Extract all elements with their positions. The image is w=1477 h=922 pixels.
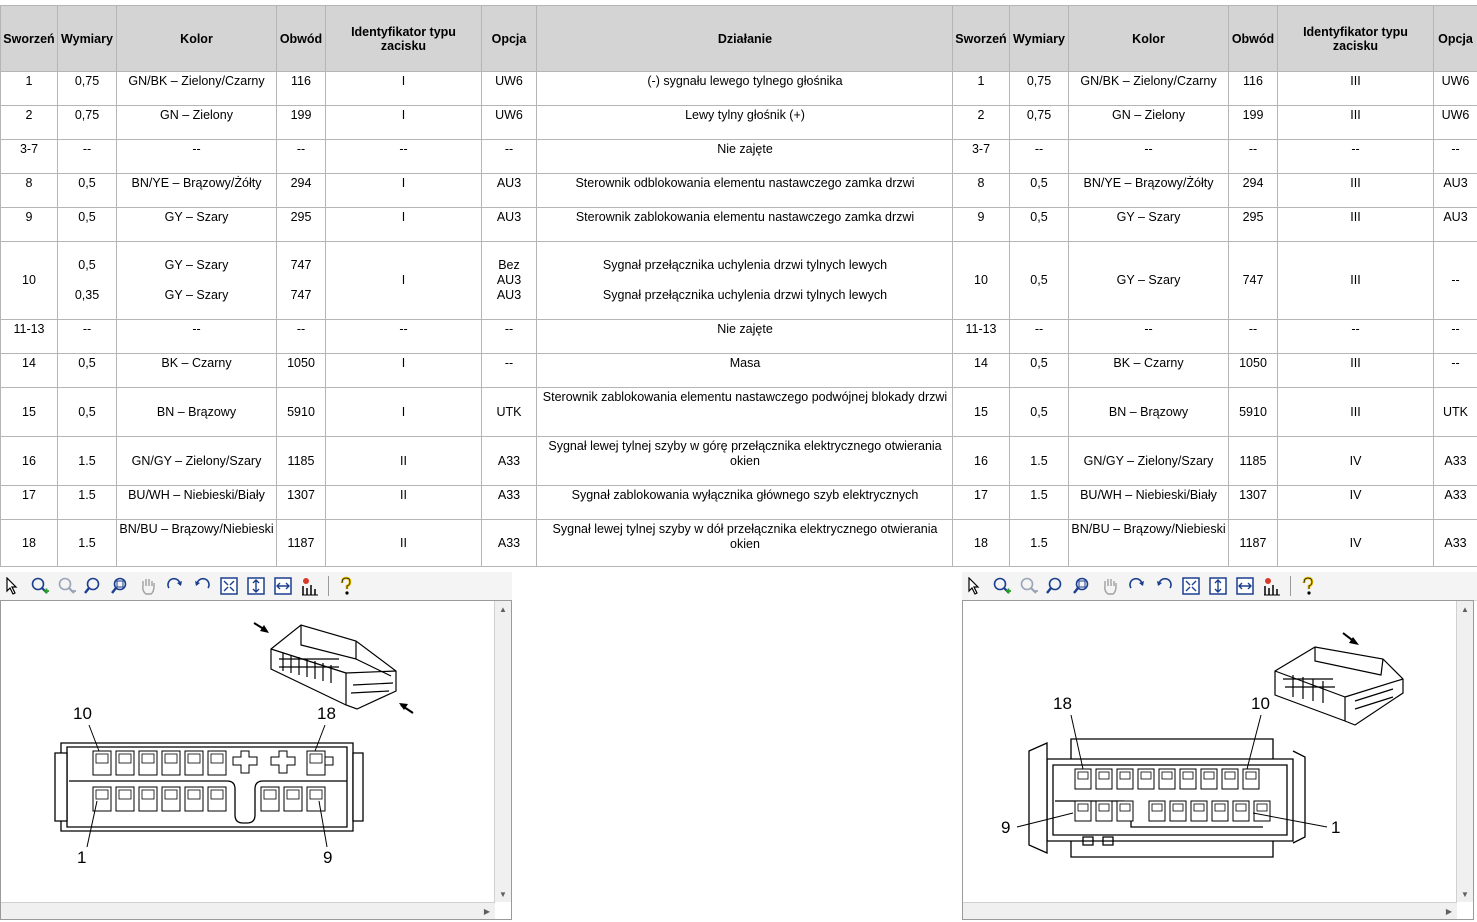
vertical-scrollbar[interactable] xyxy=(494,601,511,902)
pin-cell: 3-7 xyxy=(953,140,1010,174)
pin-cell: 14 xyxy=(953,354,1010,388)
toolbar-separator xyxy=(328,576,329,596)
pin-label-10: 10 xyxy=(73,704,92,723)
size-cell: 0,5 xyxy=(58,208,117,242)
rotate-right-icon[interactable] xyxy=(1124,574,1150,598)
pin-cell: 16 xyxy=(953,437,1010,486)
scroll-up-arrow-icon[interactable]: ▲ xyxy=(1461,604,1469,614)
size-value-b: 0,35 xyxy=(74,288,100,302)
option-cell: UW6 xyxy=(1434,106,1477,140)
function-cell: Sterownik zablokowania elementu nastawczego zamka drzwi xyxy=(537,208,954,242)
option-cell: AU3 xyxy=(482,208,537,242)
size-cell xyxy=(58,242,117,320)
color-cell: BN/BU – Brązowy/Niebieski xyxy=(1069,520,1229,567)
pin-cell: 18 xyxy=(953,520,1010,567)
help-icon[interactable] xyxy=(333,574,359,598)
pin-label-1: 1 xyxy=(1331,818,1341,837)
circuit-cell: 116 xyxy=(1229,72,1278,106)
help-icon[interactable] xyxy=(1295,574,1321,598)
toolbar-separator xyxy=(1290,576,1291,596)
table-row xyxy=(1,242,954,320)
terminal-cell: III xyxy=(1278,388,1434,437)
circuit-cell: -- xyxy=(1229,140,1278,174)
table-row xyxy=(1,320,954,354)
circuit-cell: 295 xyxy=(1229,208,1278,242)
terminal-cell: -- xyxy=(326,320,482,354)
hotspots-icon[interactable] xyxy=(1259,574,1285,598)
scroll-right-arrow-icon[interactable]: ▶ xyxy=(483,906,491,916)
color-cell: BN/YE – Brązowy/Żółty xyxy=(117,174,277,208)
color-cell: BU/WH – Niebieski/Biały xyxy=(117,486,277,520)
function-cell: Sterownik odblokowania elementu nastawczego zamka drzwi xyxy=(537,174,954,208)
circuit-cell: 5910 xyxy=(1229,388,1278,437)
circuit-cell: 1050 xyxy=(1229,354,1278,388)
circuit-cell: 294 xyxy=(277,174,326,208)
option-cell: -- xyxy=(482,320,537,354)
circuit-cell: -- xyxy=(277,140,326,174)
table-row xyxy=(1,520,954,567)
header-pin: Sworzeń xyxy=(953,6,1010,72)
color-cell xyxy=(117,242,277,320)
table-row xyxy=(1,437,954,486)
size-cell: 0,5 xyxy=(58,174,117,208)
table-row xyxy=(953,520,1477,567)
function-cell: (-) sygnału lewego tylnego głośnika xyxy=(537,72,954,106)
connector-drawing-left xyxy=(1,601,495,901)
scroll-up-arrow-icon[interactable]: ▲ xyxy=(499,604,507,614)
function-cell: Sygnał lewej tylnej szyby w dół przełącznika elektrycznego otwierania okien xyxy=(537,520,954,567)
pin-cell: 17 xyxy=(953,486,1010,520)
pin-cell: 10 xyxy=(1,242,58,320)
option-cell: UTK xyxy=(1434,388,1477,437)
option-cell: -- xyxy=(1434,242,1477,320)
pin-label-9: 9 xyxy=(323,848,333,867)
terminal-cell: III xyxy=(1278,208,1434,242)
terminal-cell: I xyxy=(326,242,482,320)
zoom-icon[interactable] xyxy=(1043,574,1069,598)
fit-height-icon[interactable] xyxy=(1205,574,1231,598)
circuit-cell: 1307 xyxy=(277,486,326,520)
viewer-toolbar-left xyxy=(0,572,512,601)
size-cell: 0,75 xyxy=(1010,72,1069,106)
scroll-down-arrow-icon[interactable]: ▼ xyxy=(1461,889,1469,899)
hotspots-icon[interactable] xyxy=(297,574,323,598)
select-pointer-icon[interactable] xyxy=(962,574,988,598)
option-cell: UW6 xyxy=(482,106,537,140)
circuit-cell: 116 xyxy=(277,72,326,106)
option-cell: -- xyxy=(1434,320,1477,354)
terminal-cell: II xyxy=(326,520,482,567)
circuit-cell: 5910 xyxy=(277,388,326,437)
terminal-cell: I xyxy=(326,208,482,242)
color-value-a: GY – Szary xyxy=(164,258,229,272)
size-cell: 1.5 xyxy=(1010,437,1069,486)
table-row xyxy=(953,388,1477,437)
table-row xyxy=(953,208,1477,242)
terminal-cell: II xyxy=(326,437,482,486)
header-pin: Sworzeń xyxy=(1,6,58,72)
size-cell: -- xyxy=(1010,140,1069,174)
pin-cell: 8 xyxy=(953,174,1010,208)
circuit-cell: 747 xyxy=(1229,242,1278,320)
rotate-left-icon[interactable] xyxy=(1151,574,1177,598)
terminal-cell: -- xyxy=(326,140,482,174)
size-cell: 0,5 xyxy=(1010,174,1069,208)
option-cell: UW6 xyxy=(1434,72,1477,106)
size-cell: 0,5 xyxy=(58,388,117,437)
pin-cell: 15 xyxy=(953,388,1010,437)
fit-page-icon[interactable] xyxy=(216,574,242,598)
terminal-cell: III xyxy=(1278,354,1434,388)
terminal-cell: I xyxy=(326,388,482,437)
table-row xyxy=(1,208,954,242)
size-cell: -- xyxy=(58,140,117,174)
header-circuit: Obwód xyxy=(1229,6,1278,72)
circuit-cell: 1185 xyxy=(1229,437,1278,486)
option-cell: -- xyxy=(1434,354,1477,388)
function-cell: Masa xyxy=(537,354,954,388)
terminal-cell: I xyxy=(326,354,482,388)
terminal-cell: -- xyxy=(1278,320,1434,354)
fit-page-icon[interactable] xyxy=(1178,574,1204,598)
size-cell: 1.5 xyxy=(58,437,117,486)
zoom-area-icon[interactable] xyxy=(108,574,134,598)
zoom-out-icon[interactable] xyxy=(54,574,80,598)
connector-viewer-left[interactable] xyxy=(0,600,512,920)
option-cell: A33 xyxy=(1434,486,1477,520)
function-cell: Sterownik zablokowania elementu nastawczego podwójnej blokady drzwi xyxy=(537,388,954,437)
color-cell: -- xyxy=(117,320,277,354)
horizontal-scrollbar[interactable] xyxy=(1,902,495,919)
table-row xyxy=(953,354,1477,388)
horizontal-scrollbar[interactable] xyxy=(963,902,1457,919)
table-header-row xyxy=(1,6,954,72)
color-cell: BK – Czarny xyxy=(1069,354,1229,388)
table-row xyxy=(953,174,1477,208)
function-cell: Nie zajęte xyxy=(537,320,954,354)
header-color: Kolor xyxy=(117,6,277,72)
function-cell xyxy=(537,242,954,320)
option-cell: A33 xyxy=(1434,520,1477,567)
size-cell: -- xyxy=(58,320,117,354)
circuit-cell: -- xyxy=(277,320,326,354)
terminal-cell: III xyxy=(1278,72,1434,106)
option-cell: AU3 xyxy=(482,174,537,208)
function-value-a: Sygnał przełącznika uchylenia drzwi tylnych lewych xyxy=(602,258,888,272)
size-cell: 1.5 xyxy=(58,520,117,567)
option-cell: AU3 xyxy=(1434,208,1477,242)
scroll-right-arrow-icon[interactable]: ▶ xyxy=(1445,906,1453,916)
color-value-b: GY – Szary xyxy=(164,288,229,302)
header-option: Opcja xyxy=(1434,6,1477,72)
zoom-in-icon[interactable] xyxy=(27,574,53,598)
option-cell: -- xyxy=(1434,140,1477,174)
terminal-cell: III xyxy=(1278,174,1434,208)
table-row xyxy=(1,140,954,174)
connector-viewer-right[interactable] xyxy=(962,600,1474,920)
circuit-cell: 1050 xyxy=(277,354,326,388)
pinout-table-right xyxy=(952,5,1477,567)
terminal-cell: I xyxy=(326,106,482,140)
function-cell: Sygnał lewej tylnej szyby w górę przełącznika elektrycznego otwierania okien xyxy=(537,437,954,486)
color-cell: GN/GY – Zielony/Szary xyxy=(1069,437,1229,486)
header-terminal-id: Identyfikator typu zacisku xyxy=(1278,6,1434,72)
pin-cell: 1 xyxy=(1,72,58,106)
zoom-out-icon[interactable] xyxy=(1016,574,1042,598)
vertical-scrollbar[interactable] xyxy=(1456,601,1473,902)
size-cell: 0,75 xyxy=(58,72,117,106)
fit-width-icon[interactable] xyxy=(270,574,296,598)
pin-cell: 11-13 xyxy=(953,320,1010,354)
header-terminal-id: Identyfikator typu zacisku xyxy=(326,6,482,72)
table-header-row xyxy=(953,6,1477,72)
color-cell: GY – Szary xyxy=(1069,242,1229,320)
pin-label-1: 1 xyxy=(77,848,87,867)
pin-cell: 15 xyxy=(1,388,58,437)
header-circuit: Obwód xyxy=(277,6,326,72)
header-function: Działanie xyxy=(537,6,954,72)
arrow-head-icon xyxy=(260,625,269,633)
function-cell: Lewy tylny głośnik (+) xyxy=(537,106,954,140)
pin-cell: 16 xyxy=(1,437,58,486)
connector-3d-view xyxy=(1275,647,1403,725)
circuit-value-a: 747 xyxy=(290,258,312,272)
size-cell: 0,5 xyxy=(1010,208,1069,242)
color-cell: GN/GY – Zielony/Szary xyxy=(117,437,277,486)
terminal-cell: III xyxy=(1278,106,1434,140)
pin-cell: 9 xyxy=(953,208,1010,242)
circuit-cell: 1187 xyxy=(277,520,326,567)
size-cell: 0,75 xyxy=(58,106,117,140)
option-value-b: AU3 xyxy=(496,288,522,302)
pin-label-9: 9 xyxy=(1001,818,1011,837)
color-cell: GN/BK – Zielony/Czarny xyxy=(117,72,277,106)
size-cell: 0,75 xyxy=(1010,106,1069,140)
pin-cell: 8 xyxy=(1,174,58,208)
terminal-cell: IV xyxy=(1278,486,1434,520)
table-row xyxy=(953,140,1477,174)
option-cell: -- xyxy=(482,140,537,174)
color-cell: -- xyxy=(117,140,277,174)
size-cell: -- xyxy=(1010,320,1069,354)
viewer-toolbar-right xyxy=(962,572,1477,601)
terminal-cell: IV xyxy=(1278,520,1434,567)
circuit-cell: 295 xyxy=(277,208,326,242)
pin-cell: 3-7 xyxy=(1,140,58,174)
fit-height-icon[interactable] xyxy=(243,574,269,598)
zoom-in-icon[interactable] xyxy=(989,574,1015,598)
option-cell: A33 xyxy=(482,520,537,567)
option-cell: A33 xyxy=(482,437,537,486)
color-cell: -- xyxy=(1069,320,1229,354)
connector-3d-view xyxy=(271,625,396,709)
table-row xyxy=(1,174,954,208)
option-cell: A33 xyxy=(482,486,537,520)
table-row xyxy=(953,320,1477,354)
pin-cell: 9 xyxy=(1,208,58,242)
color-cell: GY – Szary xyxy=(117,208,277,242)
function-value-b: Sygnał przełącznika uchylenia drzwi tylnych lewych xyxy=(602,288,888,302)
table-row xyxy=(953,437,1477,486)
color-cell: BN/YE – Brązowy/Żółty xyxy=(1069,174,1229,208)
color-cell: BN – Brązowy xyxy=(117,388,277,437)
pin-cell: 17 xyxy=(1,486,58,520)
scroll-down-arrow-icon[interactable]: ▼ xyxy=(499,889,507,899)
option-cell: UTK xyxy=(482,388,537,437)
circuit-cell: 1187 xyxy=(1229,520,1278,567)
color-cell: BK – Czarny xyxy=(117,354,277,388)
table-row xyxy=(953,72,1477,106)
circuit-cell: 294 xyxy=(1229,174,1278,208)
zoom-icon[interactable] xyxy=(81,574,107,598)
terminal-cell: II xyxy=(326,486,482,520)
color-cell: -- xyxy=(1069,140,1229,174)
header-color: Kolor xyxy=(1069,6,1229,72)
size-cell: 1.5 xyxy=(1010,520,1069,567)
connector-face xyxy=(1029,739,1305,857)
option-cell: AU3 xyxy=(1434,174,1477,208)
option-cell xyxy=(482,242,537,320)
option-cell: UW6 xyxy=(482,72,537,106)
color-cell: GN – Zielony xyxy=(117,106,277,140)
circuit-cell xyxy=(277,242,326,320)
color-cell: BN – Brązowy xyxy=(1069,388,1229,437)
pin-cell: 14 xyxy=(1,354,58,388)
function-cell: Nie zajęte xyxy=(537,140,954,174)
option-cell: A33 xyxy=(1434,437,1477,486)
pin-cell: 18 xyxy=(1,520,58,567)
pinout-table-left xyxy=(0,5,954,567)
circuit-cell: 199 xyxy=(277,106,326,140)
terminal-cell: I xyxy=(326,72,482,106)
terminal-cell: I xyxy=(326,174,482,208)
table-row xyxy=(1,388,954,437)
color-cell: BN/BU – Brązowy/Niebieski xyxy=(117,520,277,567)
table-row xyxy=(1,106,954,140)
circuit-cell: 1307 xyxy=(1229,486,1278,520)
connector-drawing-right xyxy=(963,601,1457,901)
color-cell: GY – Szary xyxy=(1069,208,1229,242)
header-size: Wymiary xyxy=(1010,6,1069,72)
color-cell: BU/WH – Niebieski/Biały xyxy=(1069,486,1229,520)
pin-cell: 11-13 xyxy=(1,320,58,354)
terminal-cell: IV xyxy=(1278,437,1434,486)
circuit-value-b: 747 xyxy=(290,288,312,302)
color-cell: GN/BK – Zielony/Czarny xyxy=(1069,72,1229,106)
circuit-cell: -- xyxy=(1229,320,1278,354)
function-cell: Sygnał zablokowania wyłącznika głównego szyb elektrycznych xyxy=(537,486,954,520)
pin-cell: 10 xyxy=(953,242,1010,320)
pin-label-10: 10 xyxy=(1251,694,1270,713)
select-pointer-icon[interactable] xyxy=(0,574,26,598)
pin-label-18: 18 xyxy=(317,704,336,723)
header-size: Wymiary xyxy=(58,6,117,72)
pin-cell: 1 xyxy=(953,72,1010,106)
size-cell: 0,5 xyxy=(1010,354,1069,388)
pan-hand-icon[interactable] xyxy=(135,574,161,598)
circuit-cell: 1185 xyxy=(277,437,326,486)
size-cell: 0,5 xyxy=(1010,242,1069,320)
size-cell: 1.5 xyxy=(58,486,117,520)
fit-width-icon[interactable] xyxy=(1232,574,1258,598)
header-option: Opcja xyxy=(482,6,537,72)
circuit-cell: 199 xyxy=(1229,106,1278,140)
color-cell: GN – Zielony xyxy=(1069,106,1229,140)
table-row xyxy=(953,486,1477,520)
size-cell: 1.5 xyxy=(1010,486,1069,520)
terminal-cell: -- xyxy=(1278,140,1434,174)
terminal-cell: III xyxy=(1278,242,1434,320)
zoom-area-icon[interactable] xyxy=(1070,574,1096,598)
pin-cell: 2 xyxy=(1,106,58,140)
size-cell: 0,5 xyxy=(58,354,117,388)
table-row xyxy=(1,486,954,520)
pan-hand-icon[interactable] xyxy=(1097,574,1123,598)
option-value-a: Bez AU3 xyxy=(496,258,522,287)
size-cell: 0,5 xyxy=(1010,388,1069,437)
pin-cell: 2 xyxy=(953,106,1010,140)
table-row xyxy=(953,242,1477,320)
option-cell: -- xyxy=(482,354,537,388)
table-row xyxy=(953,106,1477,140)
pin-label-18: 18 xyxy=(1053,694,1072,713)
rotate-left-icon[interactable] xyxy=(189,574,215,598)
table-row xyxy=(1,72,954,106)
size-value-a: 0,5 xyxy=(78,258,96,272)
rotate-right-icon[interactable] xyxy=(162,574,188,598)
table-row xyxy=(1,354,954,388)
